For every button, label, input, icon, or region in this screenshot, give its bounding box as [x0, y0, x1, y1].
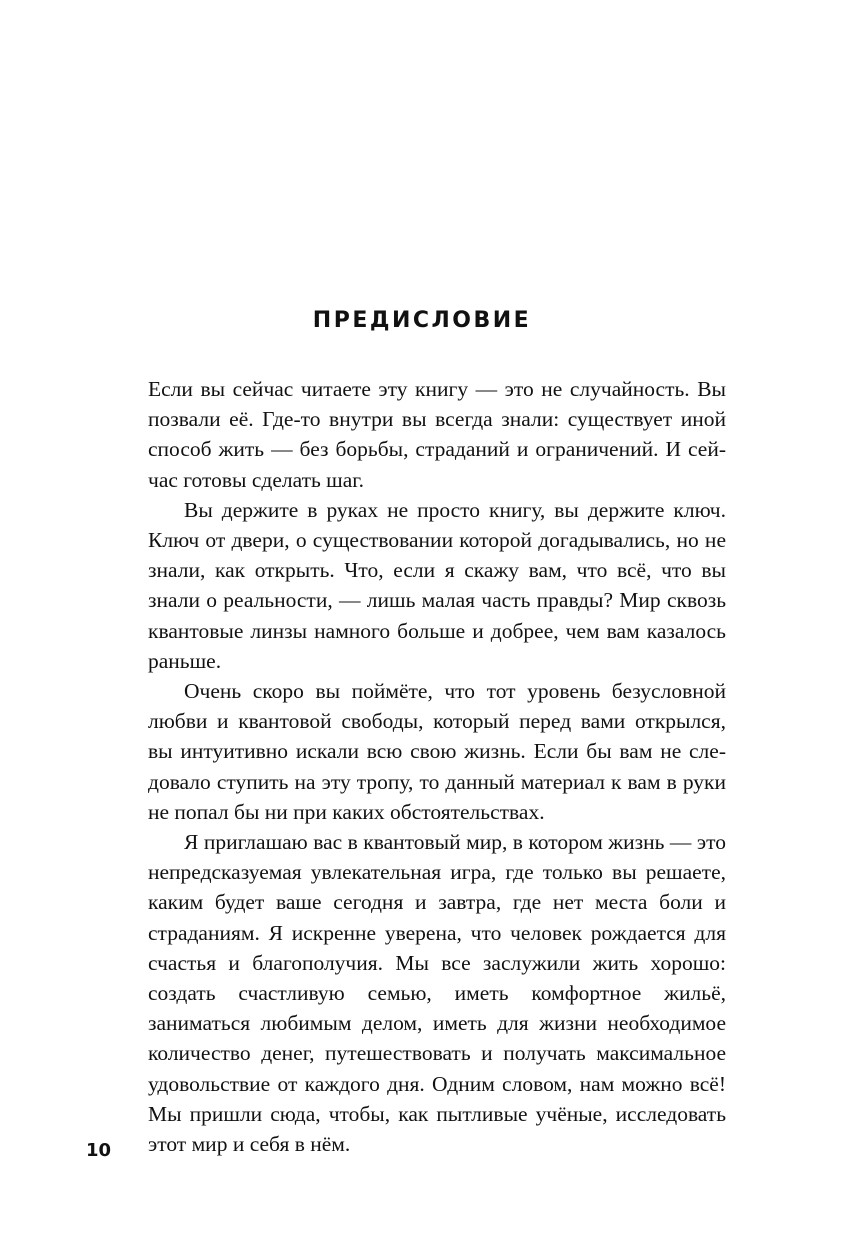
- paragraph: Я приглашаю вас в квантовый мир, в котором жизнь — это непредсказуемая увлекательная игра, где только вы решаете, каким будет ваше сегодня и завтра, где нет места боли и страданиям. Я искренне уверена, что человек рождается для счастья и благополучия. Мы все заслужили жить хорошо: создать счастливую семью, иметь комфортное жильё, заниматься любимым делом, иметь для жизни необходимое количество денег, путешествовать и получать максимальное удовольствие от каждого дня. Одним словом, нам можно всё! Мы пришли сюда, чтобы, как пытливые учёные, исследовать этот мир и себя в нём.: [148, 830, 726, 1157]
- paragraph: Вы держите в руках не просто книгу, вы держите ключ. Ключ от двери, о существовании которой догадывались, но не знали, как открыть. Что, если я скажу вам, что всё, что вы знали о реальности, — лишь малая часть правды? Мир сквозь квантовые линзы намного больше и добрее, чем вам казалось раньше.: [148, 497, 726, 673]
- paragraph: Если вы сейчас читаете эту книгу — это не случайность. Вы позвали её. Где-то внутри вы всегда знали: существует иной способ жить — без борьбы, страданий и ограничений. И сейчас готовы сделать шаг.: [148, 377, 726, 492]
- page-number: 10: [86, 1140, 112, 1161]
- paragraph: Очень скоро вы поймёте, что тот уровень безусловной любви и квантовой свободы, который перед вами открылся, вы интуитивно искали всю свою жизнь. Если бы вам не следовало ступить на эту тропу, то данный материал к вам в руки не попал бы ни при каких обстоятельствах.: [148, 679, 726, 824]
- chapter-title: ПРЕДИСЛОВИЕ: [312, 308, 532, 333]
- body-text: [148, 374, 726, 1159]
